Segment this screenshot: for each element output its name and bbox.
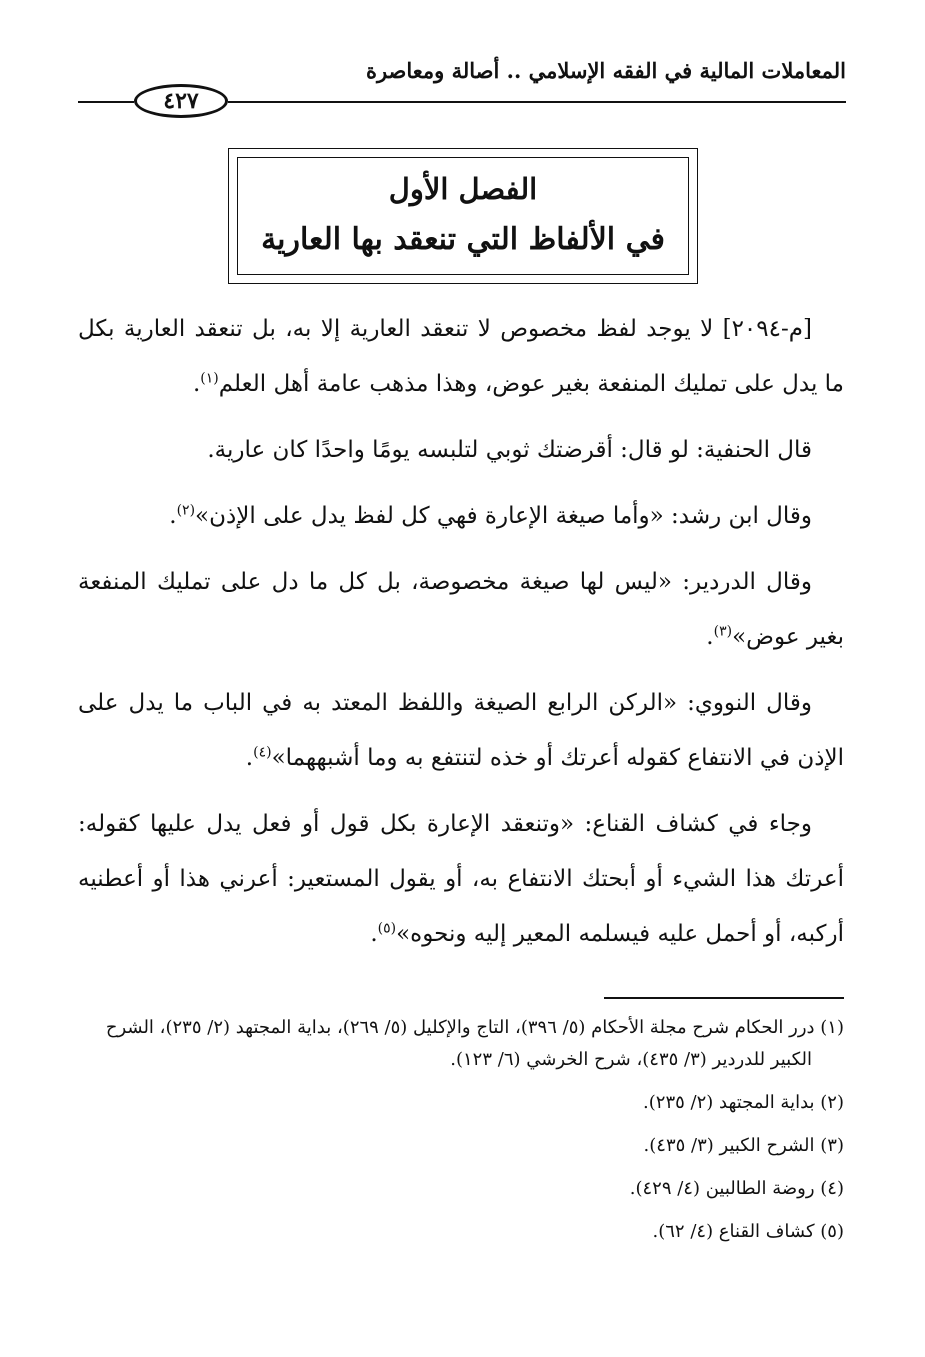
body-text <box>78 302 844 973</box>
footnote-ref-3[interactable]: (٣) <box>713 623 733 640</box>
page-number-badge: ٤٢٧ <box>134 84 228 118</box>
footnotes <box>84 1012 844 1259</box>
chapter-title-frame <box>237 157 689 275</box>
header-rule <box>228 101 846 103</box>
paragraph-3: وقال ابن رشد: «وأما صيغة الإعارة فهي كل لفظ يدل على الإذن»$^{(٢)}$. <box>169 502 812 529</box>
footnote-3: (٣) الشرح الكبير (٣/ ٤٣٥). <box>643 1135 844 1156</box>
footnote-4: (٤) روضة الطالبين (٤/ ٤٢٩). <box>629 1178 844 1199</box>
paragraph-6: وجاء في كشاف القناع: «وتنعقد الإعارة بكل قول أو فعل يدل عليها كقوله: أعرتك هذا الشيء أو أبحتك الانتفاع به، أو يقول المستعير: أعرني هذا أو أعطنيه أركبه، أو أحمل عليه فيسلمه المعير إليه ونحوه»$^{(٥)}$. <box>78 811 844 947</box>
paragraph-5: وقال النووي: «الركن الرابع الصيغة واللفظ المعتد به في الباب ما يدل على الإذن في الانتفاع كقوله أعرتك أو خذه لتنتفع به وما أشبههما»$^{(٤)}$. <box>78 690 844 771</box>
chapter-subtitle: في الألفاظ التي تنعقد بها العارية <box>261 222 665 257</box>
footnote-ref-5[interactable]: (٥) <box>377 920 397 937</box>
paragraph-2: قال الحنفية: لو قال: أقرضتك ثوبي لتلبسه يومًا واحدًا كان عارية. <box>207 437 812 463</box>
running-header <box>78 58 846 114</box>
paragraph-1: [م-٢٠٩٤] لا يوجد لفظ مخصوص لا تنعقد العارية إلا به، بل تنعقد العارية بكل ما يدل على تمليك المنفعة بغير عوض، وهذا مذهب عامة أهل العلم$^{(١)}$. <box>78 316 844 397</box>
paragraph-4: وقال الدردير: «ليس لها صيغة مخصوصة، بل كل ما دل على تمليك المنفعة بغير عوض»$^{(٣)}$. <box>78 569 844 650</box>
footnote-separator <box>604 997 844 999</box>
chapter-title-box <box>228 148 698 284</box>
chapter-title: الفصل الأول <box>388 172 538 206</box>
header-rule-left <box>78 101 134 103</box>
running-header-title: المعاملات المالية في الفقه الإسلامي .. أصالة ومعاصرة <box>365 58 846 83</box>
footnote-2: (٢) بداية المجتهد (٢/ ٢٣٥). <box>643 1092 844 1113</box>
footnote-5: (٥) كشاف القناع (٤/ ٦٢). <box>652 1221 844 1242</box>
footnote-ref-4[interactable]: (٤) <box>253 744 272 761</box>
footnote-1: (١) درر الحكام شرح مجلة الأحكام (٥/ ٣٩٦)، التاج والإكليل (٥/ ٢٦٩)، بداية المجتهد (٢/ ٢٣٥)، الشرح الكبير للدردير (٣/ ٤٣٥)، شرح الخرشي (٦/ ١٢٣). <box>105 1017 844 1070</box>
footnote-ref-2[interactable]: (٢) <box>176 502 196 519</box>
footnote-ref-1[interactable]: (١) <box>200 370 219 387</box>
